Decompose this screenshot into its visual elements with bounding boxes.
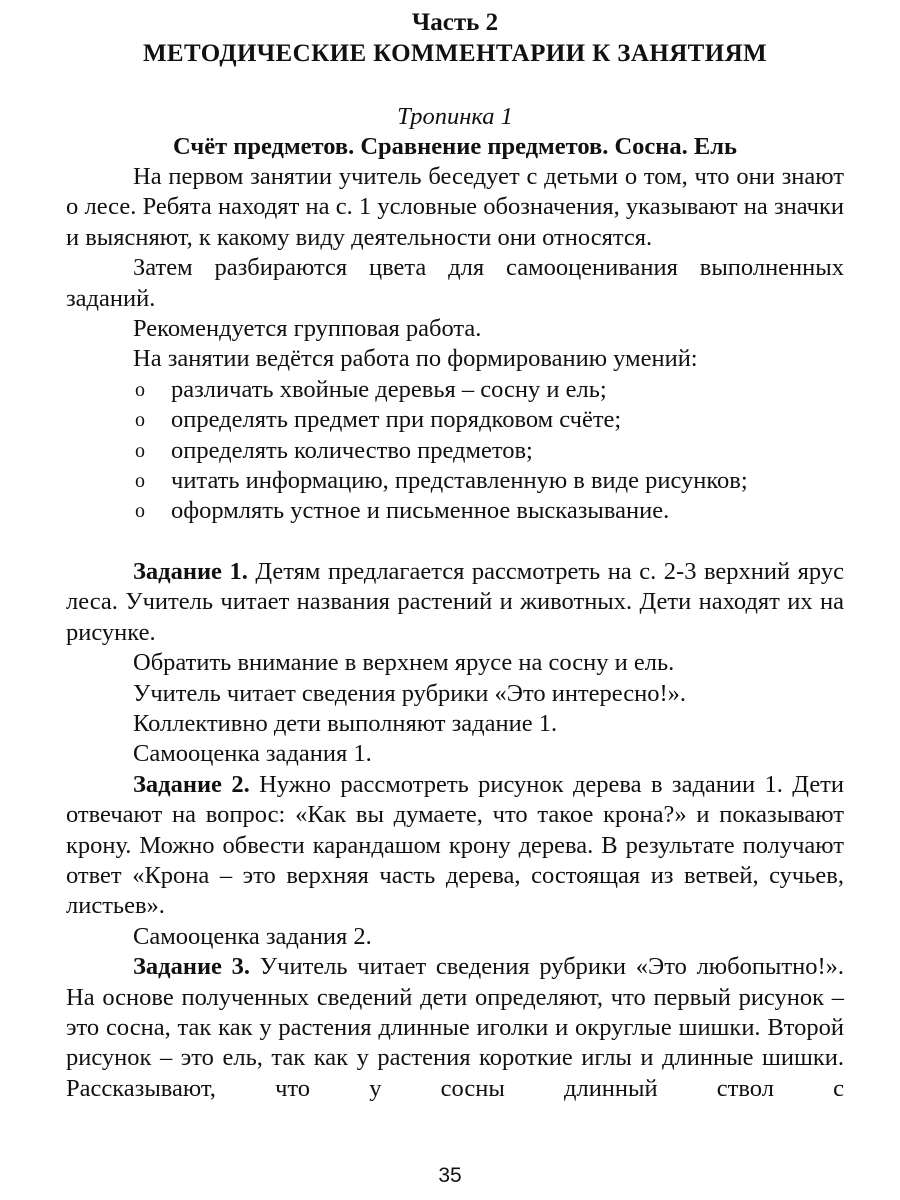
task-1-line-2: Учитель читает сведения рубрики «Это интересно!».: [133, 679, 687, 707]
task-3-label: Задание 3.: [133, 953, 251, 981]
bullet-icon: o: [135, 378, 145, 401]
task-3-text: Учитель читает сведения рубрики «Это любопытно!». На основе полученных сведений дети определяют, что первый рисунок – это сосна, так как у растения длинные иголки и округлые шишки. Второй рисунок – это ель, так как у растения короткие иглы и длинные шишки. Рассказывают, что у сосны длинный ствол с: [66, 953, 844, 1102]
path-heading: Тропинка 1: [397, 103, 513, 130]
task-1-line-3: Коллективно дети выполняют задание 1.: [133, 709, 558, 737]
task-2-paragraph: [66, 770, 844, 922]
list-item: o читать информацию, представленную в виде рисунков;: [66, 466, 844, 496]
task-1-line-1: Обратить внимание в верхнем ярусе на сосну и ель.: [133, 649, 675, 677]
skills-list: [66, 375, 844, 527]
task-1-text: Детям предлагается рассмотреть на с. 2-3 верхний ярус леса. Учитель читает названия растений и животных. Дети находят их на рисунке.: [66, 557, 844, 646]
page-number: 35: [438, 1164, 462, 1187]
task-1-label: Задание 1.: [133, 557, 248, 585]
bullet-icon: o: [135, 409, 145, 432]
task-1-paragraph: [66, 557, 844, 648]
task-2-text: Нужно рассмотреть рисунок дерева в задании 1. Дети отвечают на вопрос: «Как вы думаете, что такое крона?» и показывают крону. Можно обвести карандашом крону дерева. В результате получают ответ «Крона – это верхняя часть дерева, состоящая из ветвей, сучьев, листьев».: [66, 770, 845, 920]
intro-paragraph-3: Рекомендуется групповая работа.: [133, 315, 482, 343]
task-2-line-1: Самооценка задания 2.: [133, 922, 372, 950]
list-item: o определять предмет при порядковом счёте;: [66, 405, 844, 435]
task-2-label: Задание 2.: [133, 770, 250, 798]
lesson-heading: Счёт предметов. Сравнение предметов. Сосна. Ель: [173, 133, 737, 160]
task-3-paragraph: [66, 952, 844, 1104]
intro-paragraph-1: На первом занятии учитель беседует с детьми о том, что они знают о лесе. Ребята находят на с. 1 условные обозначения, указывают на значки и выясняют, к какому виду деятельности они относятся.: [66, 163, 844, 251]
bullet-icon: o: [135, 500, 145, 523]
list-item: o различать хвойные деревья – сосну и ель;: [66, 375, 844, 405]
intro-paragraph-2: Затем разбираются цвета для самооценивания выполненных заданий.: [66, 254, 844, 312]
list-item: o определять количество предметов;: [66, 436, 844, 466]
intro-paragraph-4: На занятии ведётся работа по формированию умений:: [133, 345, 698, 373]
page-title: МЕТОДИЧЕСКИЕ КОММЕНТАРИИ К ЗАНЯТИЯМ: [142, 40, 768, 67]
spacer: [66, 527, 844, 557]
list-item: o оформлять устное и письменное высказывание.: [66, 496, 844, 526]
task-1-line-4: Самооценка задания 1.: [133, 740, 372, 768]
part-heading: Часть 2: [411, 9, 499, 36]
bullet-icon: o: [135, 439, 145, 462]
bullet-icon: o: [135, 470, 145, 493]
